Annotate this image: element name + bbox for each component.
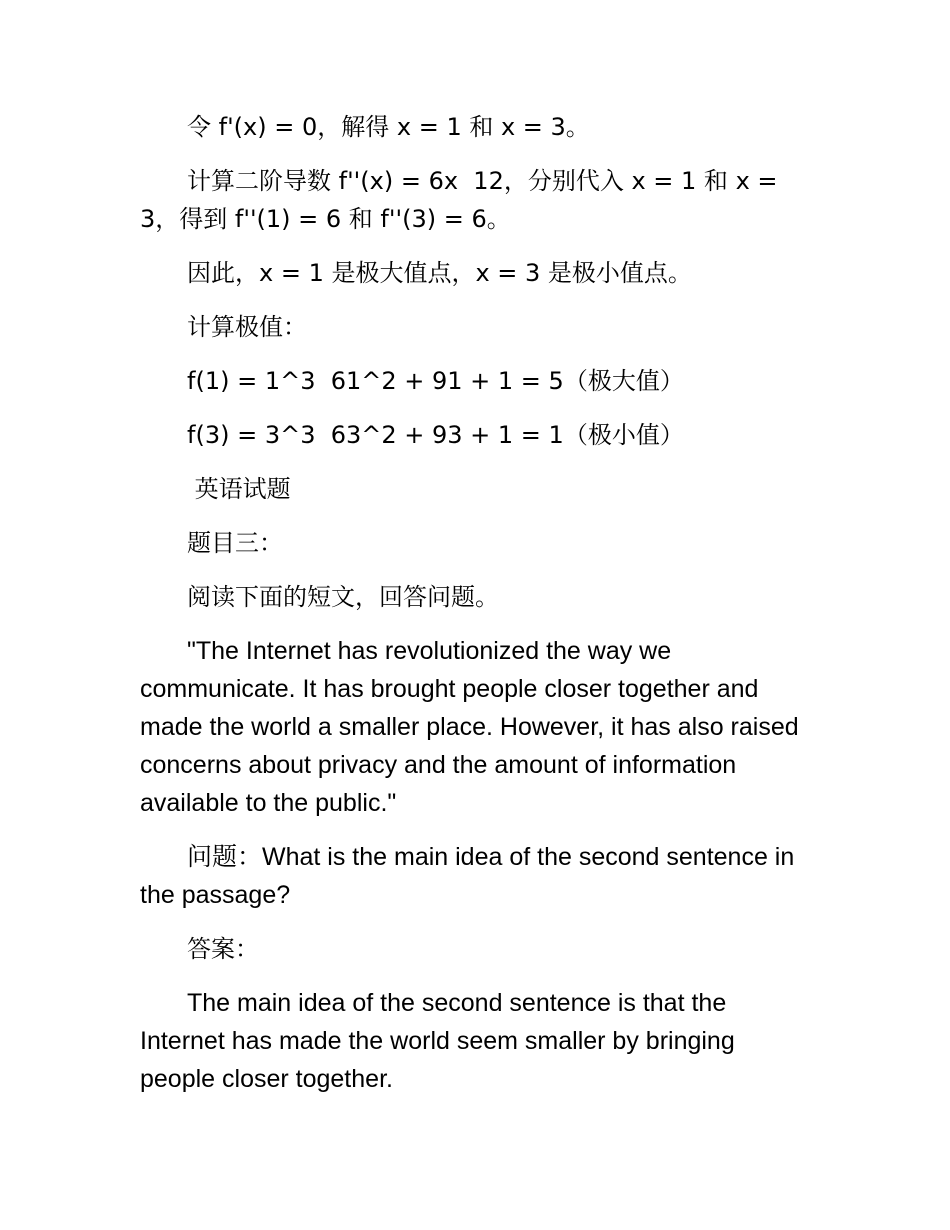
paragraph-extremum-points: 因此，x = 1 是极大值点，x = 3 是极小值点。	[187, 259, 692, 287]
reading-passage: "The Internet has revolutionized the way we communicate. It has brought people closer together and made the world a smaller place. However, it has also raised concerns about privacy and the amount of information available to the public."	[140, 637, 806, 817]
paragraph-solve-derivative: 令 f'(x) = 0，解得 x = 1 和 x = 3。	[187, 113, 590, 141]
paragraph-local-min: f(3) = 3^3 63^2 + 93 + 1 = 1（极小值）	[187, 421, 684, 449]
paragraph-second-derivative: 计算二阶导数 f''(x) = 6x 12，分别代入 x = 1 和 x = 3，得到 f''(1) = 6 和 f''(3) = 6。	[140, 167, 786, 233]
paragraph-local-max: f(1) = 1^3 61^2 + 91 + 1 = 5（极大值）	[187, 367, 684, 395]
document-body	[140, 108, 810, 1114]
reading-instruction: 阅读下面的短文，回答问题。	[187, 583, 499, 611]
answer-text: The main idea of the second sentence is that the Internet has made the world seem smaller by bringing people closer together.	[140, 989, 742, 1093]
question-number: 题目三：	[187, 529, 283, 557]
paragraph-compute-extrema: 计算极值：	[187, 313, 307, 341]
answer-label: 答案：	[187, 935, 259, 963]
section-heading-english: 英语试题	[187, 475, 291, 503]
question-text: 问题：What is the main idea of the second sentence in the passage?	[140, 843, 802, 909]
